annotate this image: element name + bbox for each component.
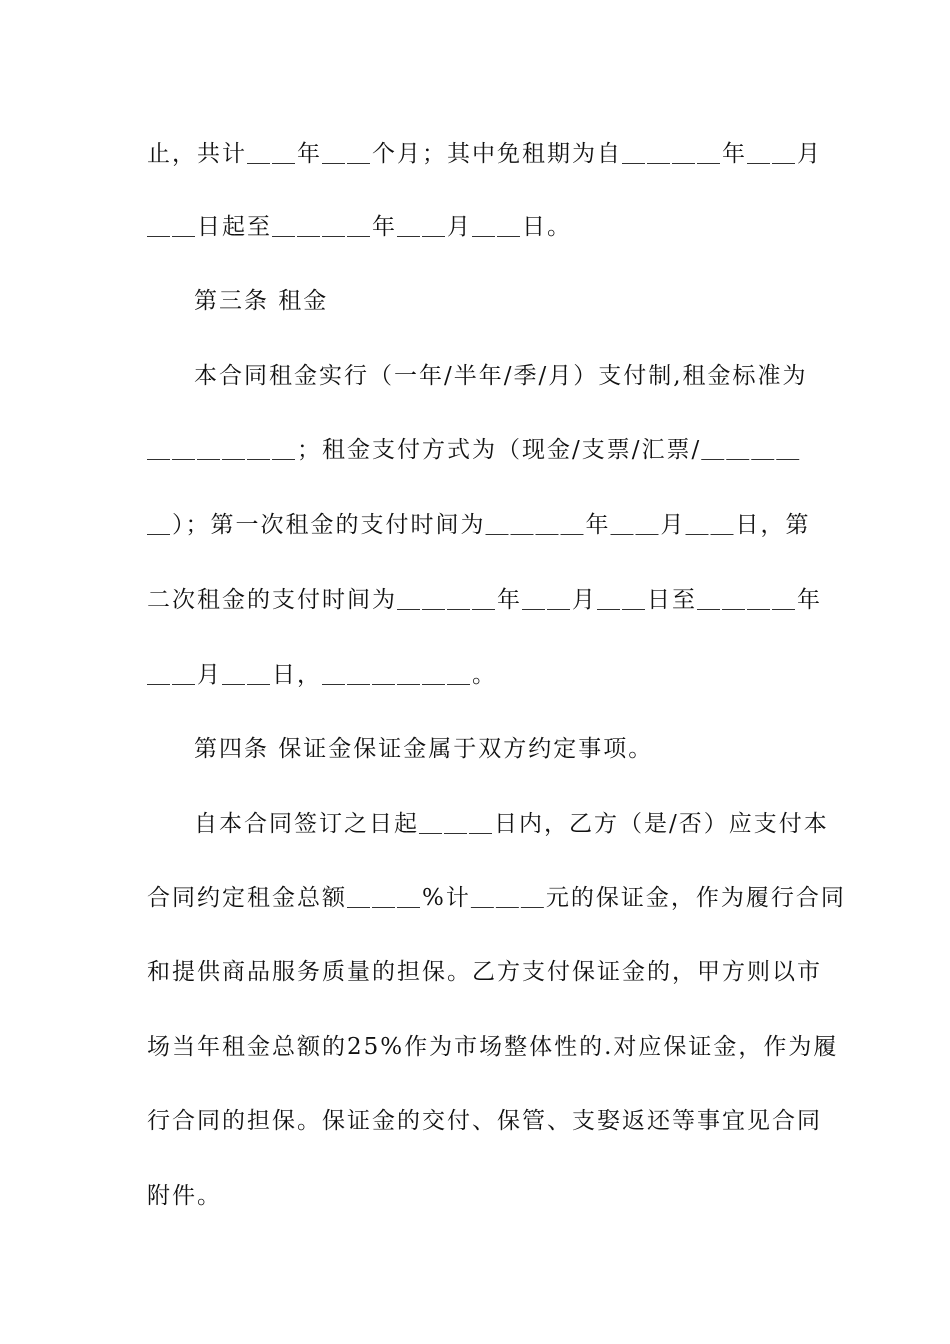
contract-text-line: ＿）；第一次租金的支付时间为＿＿＿＿年＿＿月＿＿日，第 [147,512,811,538]
contract-text-line: 行合同的担保。保证金的交付、保管、支娶返还等事宜见合同 [147,1108,822,1134]
contract-text-line: 场当年租金总额的25%作为市场整体性的.对应保证金，作为履 [147,1034,839,1060]
article-3-heading: 第三条 租金 [194,288,329,314]
contract-text-line: 附件。 [147,1183,222,1209]
contract-text-line: ＿＿＿＿＿＿；租金支付方式为（现金/支票/汇票/＿＿＿＿ [147,437,802,463]
contract-text-line: 和提供商品服务质量的担保。乙方支付保证金的，甲方则以市 [147,959,822,985]
article-4-heading: 第四条 保证金保证金属于双方约定事项。 [194,736,654,762]
contract-text-line: ＿＿日起至＿＿＿＿年＿＿月＿＿日。 [147,214,572,240]
contract-text-line: 本合同租金实行（一年/半年/季/月）支付制,租金标准为 [194,363,808,389]
contract-text-line: 自本合同签订之日起＿＿＿日内，乙方（是/否）应支付本 [194,811,829,837]
contract-text-line: 二次租金的支付时间为＿＿＿＿年＿＿月＿＿日至＿＿＿＿年 [147,587,822,613]
contract-text-line: 合同约定租金总额＿＿＿%计＿＿＿元的保证金，作为履行合同 [147,885,846,911]
contract-text-line: ＿＿月＿＿日，＿＿＿＿＿＿。 [147,662,497,688]
contract-text-line: 止，共计＿＿年＿＿个月；其中免租期为自＿＿＿＿年＿＿月 [147,141,822,167]
